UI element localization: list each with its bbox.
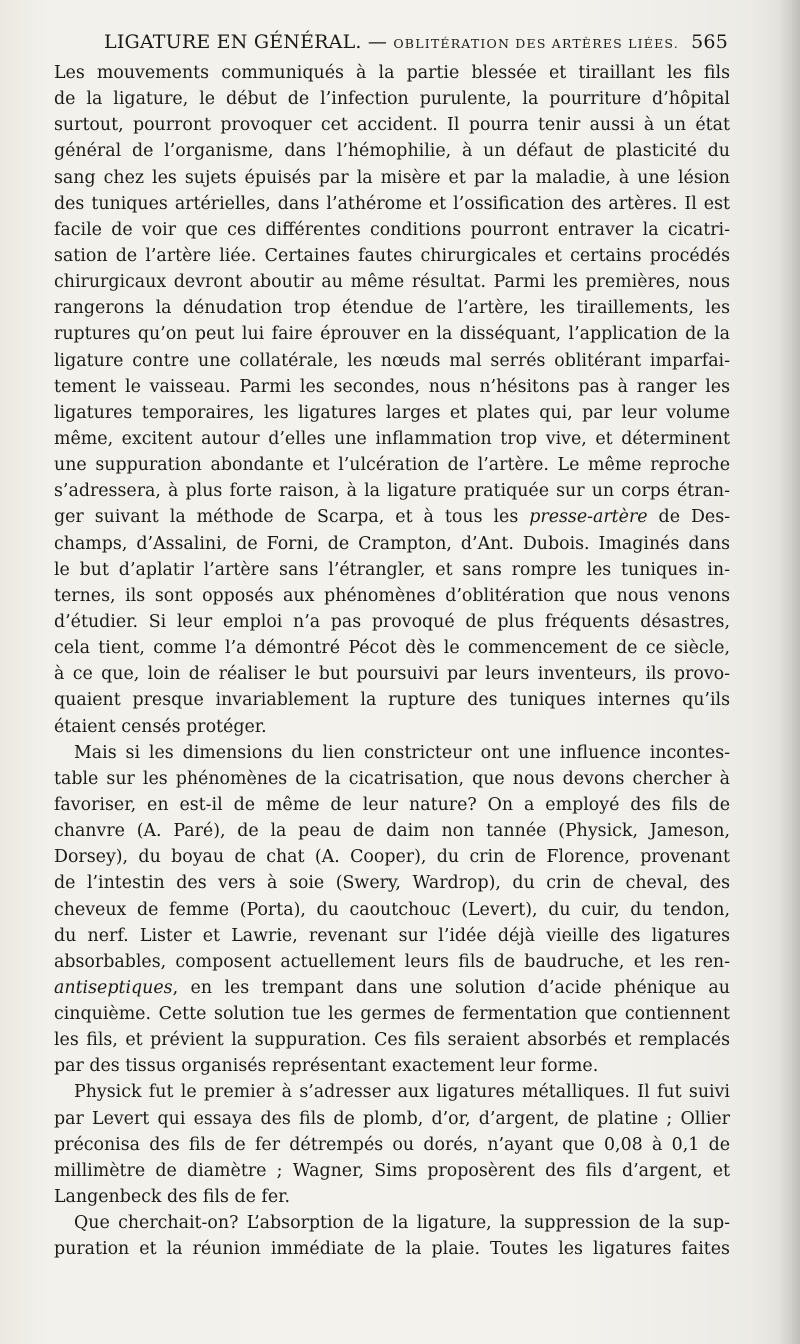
text-line: une suppuration abondante et l’ulcération de l’artère. Le même reproche [54, 455, 730, 476]
text-line: Physick fut le premier à s’adresser aux ligatures métalliques. Il fut suivi [74, 1082, 730, 1103]
text-line: facile de voir que ces différentes conditions pourront entraver la cicatri- [54, 219, 730, 240]
text-line: chanvre (A. Paré), de la peau de daim non tannée (Physick, Jameson, [54, 821, 730, 842]
text-line: des tuniques artérielles, dans l’athérome et l’ossification des artères. Il est [54, 193, 730, 214]
text-line: ruptures qu’on peut lui faire éprouver en la disséquant, l’application de la [54, 324, 730, 345]
text-line: par Levert qui essaya des fils de plomb, d’or, d’argent, de platine ; Ollier [54, 1108, 730, 1129]
text-segment: de Des- [647, 507, 730, 528]
text-line: Que cherchait-on? L’absorption de la ligature, la suppression de la sup- [74, 1213, 730, 1234]
text-line: sation de l’artère liée. Certaines fautes chirurgicales et certains procédés [54, 245, 730, 266]
text-line: chirurgicaux devront aboutir au même résultat. Parmi les premières, nous [54, 272, 730, 293]
italic-term: antiseptiques [54, 977, 173, 998]
running-title-sub: OBLITÉRATION DES ARTÈRES LIÉES. [393, 36, 679, 51]
text-line: sang chez les sujets épuisés par la misère et par la maladie, à une lésion [54, 167, 730, 188]
text-line: les fils, et prévient la suppuration. Ces fils seraient absorbés et remplacés [54, 1030, 730, 1051]
text-line: favoriser, en est-il de même de leur nature? On a employé des fils de [54, 794, 730, 815]
page-content [54, 28, 730, 1262]
text-line: Les mouvements communiqués à la partie blessée et tiraillant les fils [54, 63, 730, 83]
text-segment: , en les trempant dans une solution d’acide phénique au [172, 977, 730, 998]
text-line: ternes, ils sont opposés aux phénomènes d’oblitération que nous venons [54, 585, 730, 606]
text-line: étaient censés protéger. [54, 716, 267, 737]
text-line [54, 504, 730, 530]
italic-term: presse-artère [529, 507, 648, 528]
text-line: table sur les phénomènes de la cicatrisation, que nous devons chercher à [54, 768, 730, 789]
text-line: général de l’organisme, dans l’hémophilie, à un défaut de plasticité du [54, 141, 730, 162]
text-line: même, excitent autour d’elles une inflammation trop vive, et déterminent [54, 428, 730, 449]
text-line: rangerons la dénudation trop étendue de l’artère, les tiraillements, les [54, 298, 730, 319]
text-line: absorbables, composent actuellement leurs fils de baudruche, et les ren- [54, 951, 730, 972]
text-line: de la ligature, le début de l’infection purulente, la pourriture d’hôpital [54, 89, 730, 110]
text-line: du nerf. Lister et Lawrie, revenant sur l’idée déjà vieille des ligatures [54, 925, 730, 946]
running-title-main: LIGATURE EN GÉNÉRAL. [104, 31, 362, 53]
text-line: le but d’aplatir l’artère sans l’étrangler, et sans rompre les tuniques in- [54, 559, 730, 580]
text-line: puration et la réunion immédiate de la plaie. Toutes les ligatures faites [54, 1239, 730, 1260]
running-title [104, 31, 679, 53]
text-line: quaient presque invariablement la rupture des tuniques internes qu’ils [54, 690, 730, 711]
text-line [54, 975, 730, 1001]
text-line: ligatures temporaires, les ligatures larges et plates qui, par leur volume [54, 402, 730, 423]
running-title-separator: — [367, 31, 388, 53]
body-text [54, 60, 730, 1262]
text-line: surtout, pourront provoquer cet accident. Il pourra tenir aussi à un état [54, 115, 730, 136]
running-header [54, 28, 730, 60]
text-line: ligature contre une collatérale, les nœuds mal serrés oblitérant imparfai- [54, 350, 730, 371]
text-line: préconisa des fils de fer détrempés ou dorés, n’ayant que 0,08 à 0,1 de [54, 1134, 730, 1155]
text-line: cela tient, comme l’a démontré Pécot dès le commencement de ce siècle, [54, 638, 730, 659]
text-line: Langenbeck des fils de fer. [54, 1187, 291, 1208]
text-line: cinquième. Cette solution tue les germes de fermentation que contiennent [54, 1004, 730, 1025]
text-line: de l’intestin des vers à soie (Swery, Wardrop), du crin de cheval, des [54, 873, 730, 894]
text-line: cheveux de femme (Porta), du caoutchouc (Levert), du cuir, du tendon, [54, 899, 730, 920]
text-line: Dorsey), du boyau de chat (A. Cooper), du crin de Florence, provenant [54, 847, 730, 868]
text-line: tement le vaisseau. Parmi les secondes, nous n’hésitons pas à ranger les [54, 376, 730, 397]
text-line: s’adressera, à plus forte raison, à la ligature pratiquée sur un corps étran- [54, 481, 730, 502]
text-line: d’étudier. Si leur emploi n’a pas provoqué de plus fréquents désastres, [54, 611, 730, 632]
page-number: 565 [691, 31, 728, 53]
text-line: par des tissus organisés représentant exactement leur forme. [54, 1056, 599, 1077]
page-edge-shadow [778, 0, 800, 1344]
text-line: Mais si les dimensions du lien constricteur ont une influence incontes- [74, 742, 730, 763]
text-line: millimètre de diamètre ; Wagner, Sims proposèrent des fils d’argent, et [54, 1160, 730, 1181]
text-segment: ger suivant la méthode de Scarpa, et à tous les [54, 507, 530, 528]
text-line: à ce que, loin de réaliser le but poursuivi par leurs inventeurs, ils provo- [54, 664, 730, 685]
text-line: champs, d’Assalini, de Forni, de Crampton, d’Ant. Dubois. Imaginés dans [54, 533, 730, 554]
